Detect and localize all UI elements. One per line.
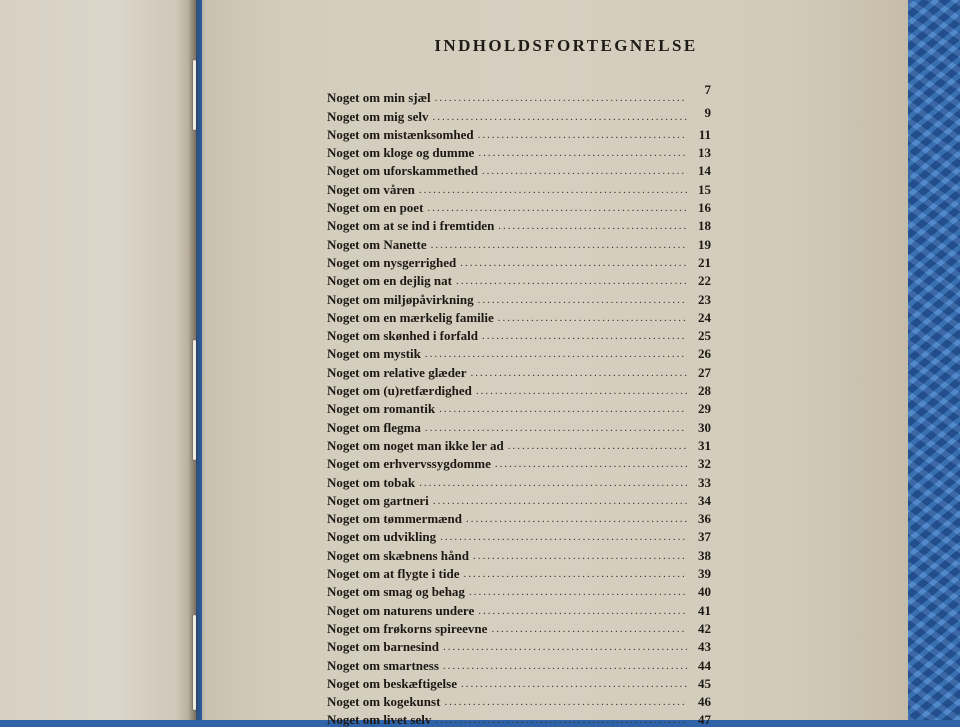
toc-leader-dots (431, 240, 687, 251)
toc-entry-page: 25 (698, 328, 711, 344)
toc-leader-dots (470, 368, 687, 379)
toc-entry-page: 46 (698, 694, 711, 710)
toc-entry-title: Noget om tobak (327, 474, 416, 490)
toc-leader-dots (482, 166, 687, 177)
toc-entry (327, 415, 711, 433)
toc-entry (327, 269, 711, 287)
toc-entry-page: 30 (698, 419, 711, 435)
toc-entry-page: 47 (698, 712, 711, 727)
toc-entry (327, 196, 711, 214)
toc-entry-page: 29 (698, 401, 711, 417)
toc-entry-title: Noget om barnesind (327, 639, 439, 655)
toc-entry-title: Noget om erhvervssygdomme (327, 456, 491, 472)
toc-entry-title: Noget om skæbnens hånd (327, 547, 469, 563)
toc-entry (327, 82, 711, 106)
toc-entry-title: Noget om gartneri (327, 492, 429, 508)
toc-entry-page: 43 (698, 639, 711, 655)
toc-entry-title: Noget om romantik (327, 401, 436, 417)
toc-leader-dots (495, 459, 687, 470)
toc-entry-page: 31 (698, 437, 711, 453)
toc-entry-page: 9 (704, 104, 711, 120)
toc-leader-dots (464, 569, 688, 580)
toc-entry-title: Noget om en poet (327, 200, 424, 216)
toc-entry-page: 44 (698, 657, 711, 673)
toc-entry (327, 708, 711, 726)
toc-entry-page: 7 (704, 82, 711, 98)
toc-leader-dots (498, 313, 687, 324)
toc-entry (327, 287, 711, 305)
toc-entry-page: 21 (698, 254, 711, 270)
toc-entry-page: 40 (698, 584, 711, 600)
toc-entry-title: Noget om skønhed i forfald (327, 328, 478, 344)
toc-entry-page: 28 (698, 383, 711, 399)
toc-entry-title: Noget om (u)retfærdighed (327, 383, 472, 399)
toc-entry-page: 26 (698, 346, 711, 362)
toc-entry (327, 580, 711, 598)
toc-entry-title: Noget om Nanette (327, 236, 427, 252)
toc-entry-title: Noget om mistænksomhed (327, 126, 474, 142)
toc-entry-title: Noget om kloge og dumme (327, 145, 475, 161)
toc-leader-dots (425, 423, 687, 434)
toc-entry-title: Noget om at se ind i fremtiden (327, 218, 495, 234)
toc-entry (327, 489, 711, 507)
toc-entry (327, 434, 711, 452)
toc-entry-page: 34 (698, 492, 711, 508)
toc-entry-page: 36 (698, 511, 711, 527)
toc-leader-dots (466, 514, 687, 525)
toc-entry (327, 635, 711, 653)
toc-entry-title: Noget om våren (327, 181, 415, 197)
toc-entry (327, 324, 711, 342)
binding-stitch (193, 60, 196, 130)
table-of-contents (327, 82, 711, 727)
toc-leader-dots (491, 624, 687, 635)
toc-leader-dots (460, 258, 687, 269)
toc-entry-title: Noget om en mærkelig familie (327, 309, 494, 325)
toc-entry-page: 14 (698, 163, 711, 179)
toc-entry-title: Noget om beskæftigelse (327, 675, 457, 691)
book-gutter (188, 0, 206, 720)
toc-leader-dots (498, 221, 687, 232)
page-title: INDHOLDSFORTEGNELSE (434, 36, 698, 55)
toc-entry-title: Noget om at flygte i tide (327, 566, 460, 582)
toc-entry-title: Noget om miljøpåvirkning (327, 291, 474, 307)
toc-entry (327, 214, 711, 232)
toc-leader-dots (461, 679, 687, 690)
toc-entry-page: 27 (698, 364, 711, 380)
toc-entry-title: Noget om smag og behag (327, 584, 465, 600)
toc-entry-title: Noget om flegma (327, 419, 421, 435)
toc-leader-dots (419, 185, 687, 196)
toc-leader-dots (482, 331, 687, 342)
toc-entry-page: 37 (698, 529, 711, 545)
toc-entry (327, 232, 711, 250)
toc-leader-dots (443, 642, 687, 653)
toc-entry-title: Noget om kogekunst (327, 694, 441, 710)
toc-entry-page: 19 (698, 236, 711, 252)
toc-entry-title: Noget om relative glæder (327, 364, 467, 380)
toc-entry-title: Noget om mystik (327, 346, 421, 362)
toc-leader-dots (435, 93, 687, 104)
blue-cloth-background (905, 0, 960, 720)
toc-entry (327, 306, 711, 324)
toc-entry-title: Noget om naturens undere (327, 602, 475, 618)
toc-leader-dots (419, 478, 687, 489)
toc-entry-title: Noget om en dejlig nat (327, 273, 452, 289)
toc-entry (327, 123, 711, 141)
toc-entry-page: 39 (698, 566, 711, 582)
toc-leader-dots (432, 112, 687, 123)
toc-entry-title: Noget om nysgerrighed (327, 254, 457, 270)
toc-leader-dots (478, 295, 687, 306)
left-page (0, 0, 196, 720)
toc-leader-dots (508, 441, 687, 452)
toc-entry-page: 23 (698, 291, 711, 307)
toc-entry (327, 562, 711, 580)
toc-entry-page: 16 (698, 200, 711, 216)
toc-entry-page: 38 (698, 547, 711, 563)
toc-entry (327, 543, 711, 561)
toc-entry-page: 13 (698, 145, 711, 161)
toc-entry (327, 690, 711, 708)
toc-entry-page: 42 (698, 620, 711, 636)
toc-leader-dots (473, 551, 687, 562)
toc-entry (327, 507, 711, 525)
toc-entry (327, 141, 711, 159)
toc-entry (327, 177, 711, 195)
toc-entry (327, 617, 711, 635)
toc-entry-title: Noget om uforskammethed (327, 163, 478, 179)
toc-entry-page: 41 (698, 602, 711, 618)
toc-entry (327, 251, 711, 269)
toc-leader-dots (478, 148, 687, 159)
toc-entry-title: Noget om noget man ikke ler ad (327, 437, 504, 453)
toc-entry (327, 342, 711, 360)
toc-leader-dots (469, 587, 687, 598)
toc-entry (327, 452, 711, 470)
binding-stitch (193, 340, 196, 460)
toc-entry (327, 470, 711, 488)
toc-leader-dots (439, 404, 687, 415)
toc-entry-title: Noget om frøkorns spireevne (327, 620, 488, 636)
toc-entry (327, 104, 711, 122)
toc-entry-title: Noget om min sjæl (327, 90, 431, 106)
toc-entry (327, 672, 711, 690)
toc-entry-page: 22 (698, 273, 711, 289)
toc-entry-page: 24 (698, 309, 711, 325)
toc-entry (327, 397, 711, 415)
toc-entry-title: Noget om smartness (327, 657, 439, 673)
toc-entry (327, 525, 711, 543)
toc-leader-dots (435, 715, 687, 726)
toc-entry-page: 11 (698, 126, 711, 142)
toc-entry (327, 360, 711, 378)
toc-leader-dots (478, 130, 687, 141)
binding-stitch (193, 615, 196, 710)
toc-entry (327, 653, 711, 671)
toc-entry (327, 159, 711, 177)
toc-leader-dots (444, 697, 687, 708)
toc-leader-dots (476, 386, 687, 397)
toc-entry-title: Noget om udvikling (327, 529, 437, 545)
toc-leader-dots (427, 203, 687, 214)
toc-entry-page: 33 (698, 474, 711, 490)
toc-entry-title: Noget om tømmermænd (327, 511, 463, 527)
toc-entry (327, 598, 711, 616)
toc-leader-dots (425, 349, 687, 360)
toc-entry-page: 32 (698, 456, 711, 472)
toc-entry (327, 379, 711, 397)
toc-leader-dots (443, 661, 687, 672)
toc-entry-page: 45 (698, 675, 711, 691)
toc-leader-dots (456, 276, 687, 287)
toc-entry-title: Noget om mig selv (327, 108, 429, 124)
toc-leader-dots (478, 606, 687, 617)
toc-entry-title: Noget om livet selv (327, 712, 432, 727)
toc-entry-page: 18 (698, 218, 711, 234)
toc-entry-page: 15 (698, 181, 711, 197)
toc-leader-dots (440, 532, 687, 543)
toc-leader-dots (433, 496, 687, 507)
